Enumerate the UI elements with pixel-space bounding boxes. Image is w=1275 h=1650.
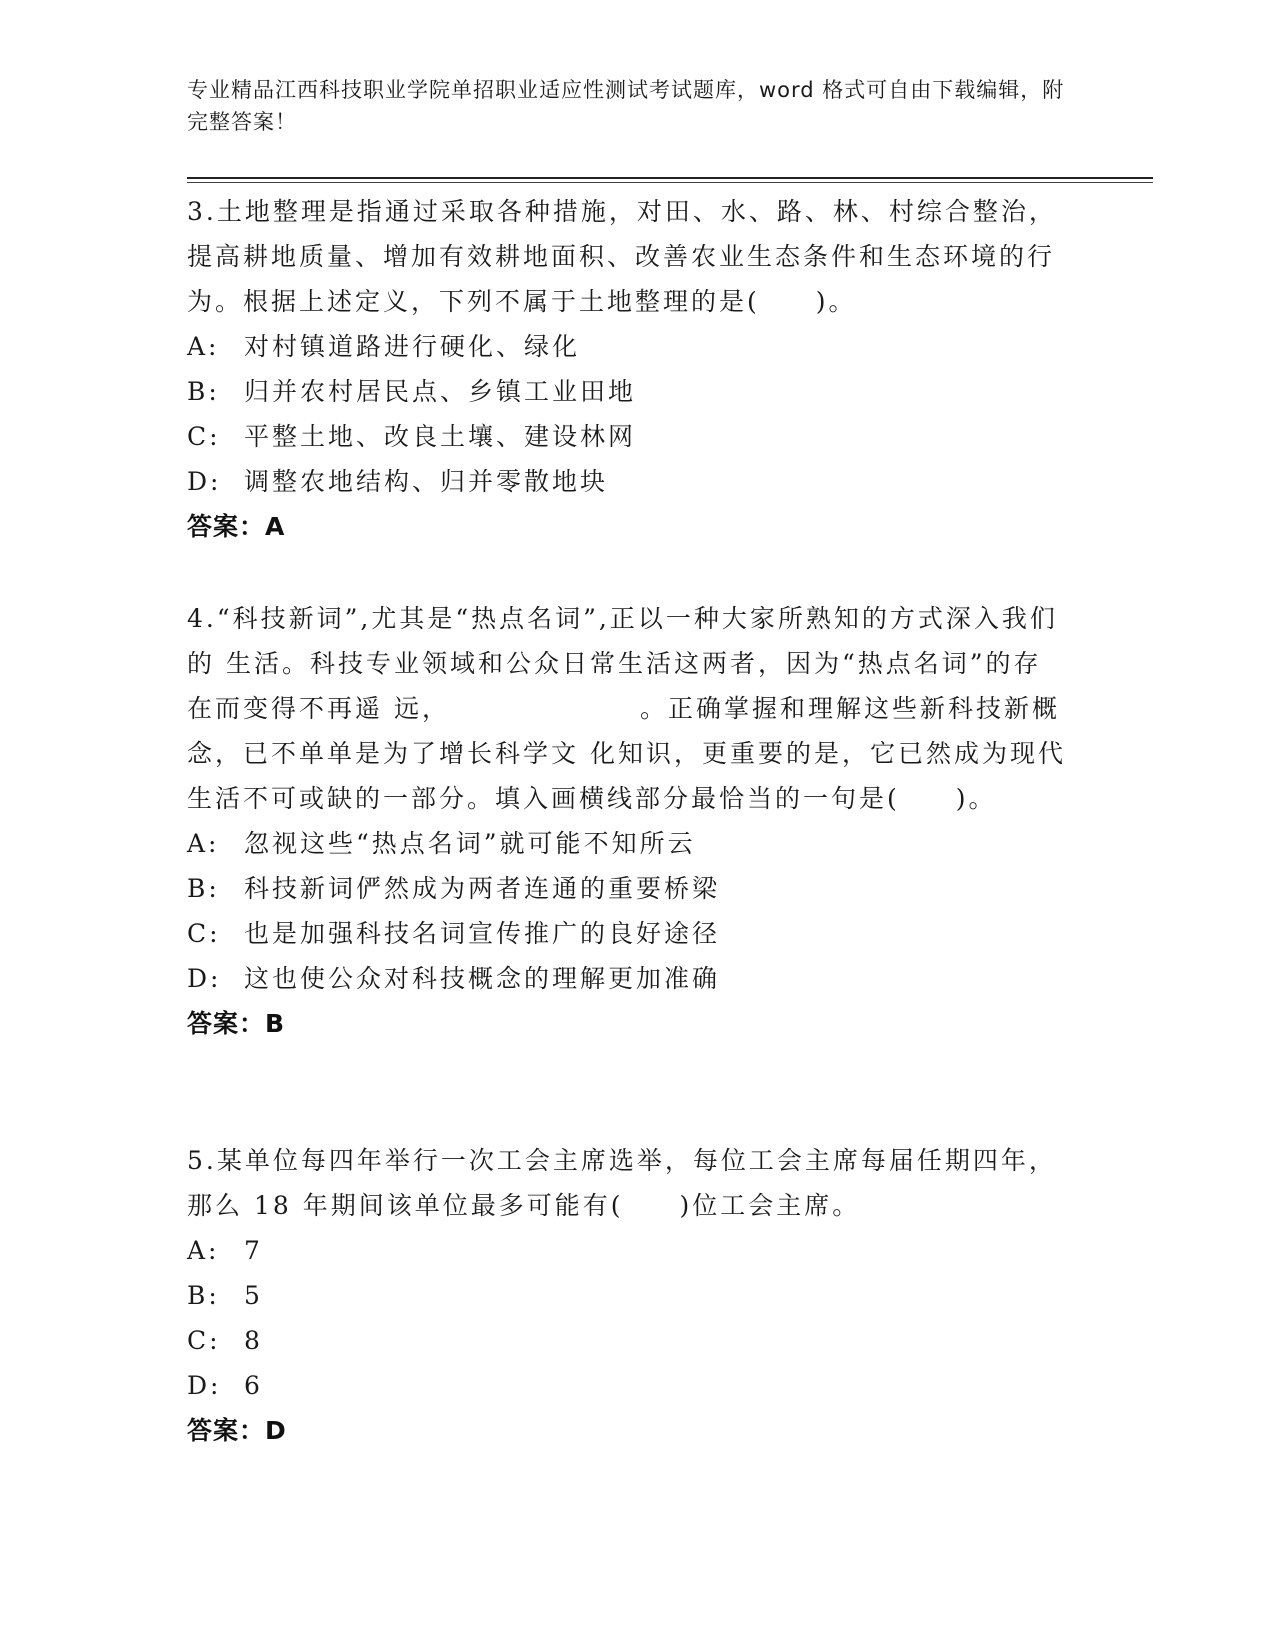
option-key: B: bbox=[187, 874, 220, 903]
page-header: 专业精品江西科技职业学院单招职业适应性测试考试题库，word 格式可自由下载编辑，附完整答案！ bbox=[187, 78, 1065, 134]
question-stem-part2: 。正确掌握和理解这些新科技新概念，已不单单是为了增长科学文 化知识，更重要的是，它已然成为现代生活不可或缺的一部分。填入画横线部分最恰当的一句是( )。 bbox=[187, 694, 1066, 813]
option-text: 归并农村居民点、乡镇工业田地 bbox=[244, 377, 637, 406]
option-key: D: bbox=[187, 964, 222, 993]
answer-line: 答案：A bbox=[187, 512, 286, 541]
option-key: C: bbox=[187, 1326, 221, 1355]
option-text: 也是加强科技名词宣传推广的良好途径 bbox=[244, 919, 721, 948]
option-key: A: bbox=[187, 829, 220, 858]
option-key: C: bbox=[187, 919, 221, 948]
option-key: C: bbox=[187, 422, 221, 451]
option-text: 调整农地结构、归并零散地块 bbox=[244, 467, 609, 496]
header-divider-thick bbox=[187, 177, 1153, 179]
option-a bbox=[187, 324, 1067, 369]
question-stem-part1: 4.“科技新词”,尤其是“热点名词”,正以一种大家所熟知的方式深入我们的 生活。科技专业领域和公众日常生活这两者，因为“热点名词”的存在而变得不再遥 远， bbox=[187, 604, 1058, 723]
option-a bbox=[187, 1228, 1067, 1273]
option-text: 忽视这些“热点名词”就可能不知所云 bbox=[244, 829, 696, 858]
question-5 bbox=[187, 1138, 1067, 1453]
option-key: A: bbox=[187, 1236, 220, 1265]
option-key: D: bbox=[187, 1371, 222, 1400]
option-d bbox=[187, 1363, 1067, 1408]
question-4 bbox=[187, 596, 1067, 1046]
option-b bbox=[187, 866, 1067, 911]
option-c bbox=[187, 414, 1067, 459]
option-d bbox=[187, 956, 1067, 1001]
question-stem: 5.某单位每四年举行一次工会主席选举，每位工会主席每届任期四年，那么 18 年期间该单位最多可能有( )位工会主席。 bbox=[187, 1146, 1057, 1220]
option-text: 7 bbox=[244, 1236, 263, 1265]
header-divider-thin bbox=[187, 182, 1153, 183]
option-text: 对村镇道路进行硬化、绿化 bbox=[244, 332, 581, 361]
option-key: B: bbox=[187, 377, 220, 406]
option-text: 6 bbox=[244, 1371, 263, 1400]
option-text: 平整土地、改良土壤、建设林网 bbox=[244, 422, 637, 451]
question-stem: 3.土地整理是指通过采取各种措施，对田、水、路、林、村综合整治，提高耕地质量、增加有效耕地面积、改善农业生态条件和生态环境的行为。根据上述定义，下列不属于土地整理的是( )。 bbox=[187, 197, 1057, 316]
option-key: A: bbox=[187, 332, 220, 361]
option-d bbox=[187, 459, 1067, 504]
option-b bbox=[187, 1273, 1067, 1318]
answer-line: 答案：B bbox=[187, 1009, 286, 1038]
option-text: 科技新词俨然成为两者连通的重要桥梁 bbox=[244, 874, 721, 903]
option-key: D: bbox=[187, 467, 222, 496]
answer-line: 答案：D bbox=[187, 1416, 287, 1445]
option-b bbox=[187, 369, 1067, 414]
option-c bbox=[187, 1318, 1067, 1363]
option-key: B: bbox=[187, 1281, 220, 1310]
option-text: 8 bbox=[244, 1326, 263, 1355]
question-3 bbox=[187, 189, 1067, 549]
option-text: 这也使公众对科技概念的理解更加准确 bbox=[244, 964, 721, 993]
question-stem bbox=[187, 596, 1067, 821]
option-a bbox=[187, 821, 1067, 866]
option-text: 5 bbox=[244, 1281, 263, 1310]
option-c bbox=[187, 911, 1067, 956]
